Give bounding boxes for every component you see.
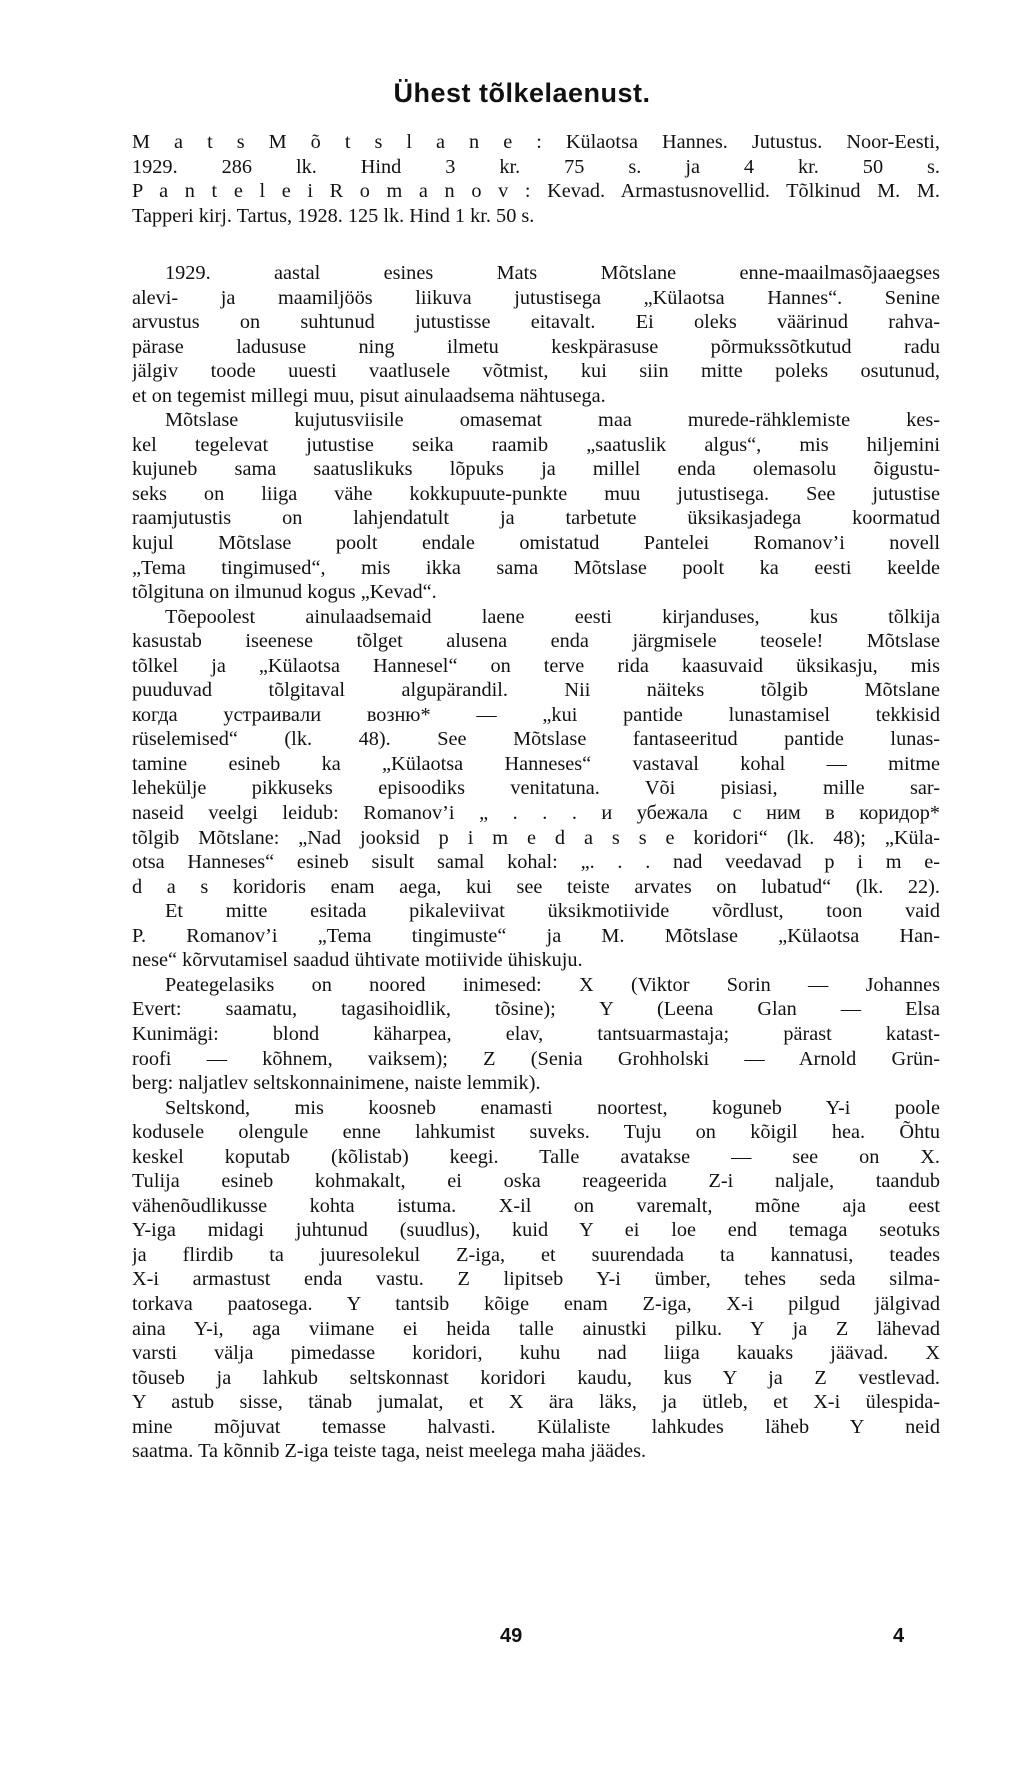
text-line: tõlkel ja „Külaotsa Hannesel“ on terve rida kaasuvaid üksikasju, mis [132,654,940,677]
text-line: nese“ kõrvutamisel saadud ühtivate motiivide ühiskuju. [132,949,583,972]
text-line: mine mõjuvat temasse halvasti. Külaliste lahkudes läheb Y neid [132,1415,940,1438]
text-line: saatma. Ta kõnnib Z-iga teiste taga, neist meelega maha jäädes. [132,1440,647,1463]
reference-line: 1929. 286 lk. Hind 3 kr. 75 s. ja 4 kr. 50 s. [132,155,940,178]
text-line: lehekülje pikkuseks episoodiks venitatuna. Või pisiasi, mille sar- [132,777,940,800]
text-line: kujul Mõtslase poolt endale omistatud Pantelei Romanov’i novell [132,532,940,555]
text-line: Evert: saamatu, tagasihoidlik, tõsine); Y (Leena Glan — Elsa [132,998,940,1021]
text-line: kodusele olengule enne lahkumist suveks. Tuju on kõigil hea. Õhtu [132,1121,940,1144]
text-line: naseid veelgi leidub: Romanov’i „ . . . и убежала с ним в коридор* [132,802,940,825]
text-line: Et mitte esitada pikaleviivat üksikmotiivide võrdlust, toon vaid [165,900,940,923]
text-line: tõlgituna on ilmunud kogus „Kevad“. [132,581,437,604]
text-line: vähenõudlikusse kohta istuma. X-il on varemalt, mõne aja eest [132,1194,940,1217]
text-line: kasustab iseenese tõlget alusena enda järgmisele teosele! Mõtslase [132,630,940,653]
text-line: d a s koridoris enam aega, kui see teiste arvates on lubatud“ (lk. 22). [132,875,940,898]
text-line: kel tegelevat jutustise seika raamib „saatuslik algus“, mis hiljemini [132,433,940,456]
text-line: varsti välja pimedasse koridori, kuhu nad liiga kauaks jäävad. X [132,1342,940,1365]
text-line: roofi — kõhnem, vaiksem); Z (Senia Grohholski — Arnold Grün- [132,1047,940,1070]
text-line: Peategelasiks on noored inimesed: X (Viktor Sorin — Johannes [165,973,940,996]
text-line: arvustus on suhtunud jutustisse eitavalt. Ei oleks väärinud rahva- [132,311,940,334]
text-line: tamine esineb ka „Külaotsa Hanneses“ vastaval kohal — mitme [132,752,940,775]
text-line: 1929. aastal esines Mats Mõtslane enne-maailmasõjaaegses [165,262,940,284]
review-body [132,261,940,1464]
text-line: Kunimägi: blond käharpea, elav, tantsuarmastaja; pärast katast- [132,1022,940,1045]
bibliographic-references [132,130,940,228]
text-line: „Tema tingimused“, mis ikka sama Mõtslase poolt ka eesti keelde [132,556,940,579]
text-line: keskel koputab (kõlistab) keegi. Talle avatakse — see on X. [132,1145,940,1168]
text-line: otsa Hanneses“ esineb sisult samal kohal: „. . . nad veedavad p i m e- [132,851,940,874]
reference-line: Tapperi kirj. Tartus, 1928. 125 lk. Hind 1 kr. 50 s. [132,204,535,227]
text-line: Seltskond, mis koosneb enamasti noortest, koguneb Y-i poole [165,1096,940,1119]
text-line: rüselemised“ (lk. 48). See Mõtslase fantaseeritud pantide lunas- [132,728,940,751]
text-line: berg: naljatlev seltskonnainimene, naiste lemmik). [132,1072,541,1095]
text-line: kujuneb sama saatuslikuks lõpuks ja millel enda olemasolu õigustu- [132,458,940,481]
text-line: Y-iga midagi juhtunud (suudlus), kuid Y ei loe end temaga seotuks [132,1219,940,1242]
text-line: pärase ladususe ning ilmetu keskpärasuse põrmukssõtkutud radu [132,335,940,358]
text-line: alevi- ja maamiljöös liikuva jutustisega „Külaotsa Hannes“. Senine [132,286,940,309]
text-line: Tõepoolest ainulaadsemaid laene eesti kirjanduses, kus tõlkija [165,605,940,628]
text-line: seks on liiga vähe kokkupuute-punkte muu jutustisega. See jutustise [132,482,940,505]
reference-line: P a n t e l e i R o m a n o v : Kevad. Armastusnovellid. Tõlkinud M. M. [132,180,940,203]
text-line: когда устраивали возню* — „kui pantide lunastamisel tekkisid [132,703,940,726]
text-line: ja flirdib ta juuresolekul Z-iga, et suurendada ta kannatusi, teades [132,1243,940,1266]
reference-line: M a t s M õ t s l a n e : Külaotsa Hannes. Jutustus. Noor-Eesti, [132,131,940,153]
page-number: 49 [500,1625,523,1647]
text-line: P. Romanov’i „Tema tingimuste“ ja M. Mõtslase „Külaotsa Han- [132,924,940,947]
text-line: jälgiv toode uuesti vaatlusele võtmist, kui siin mitte poleks osutunud, [132,360,940,383]
text-line: et on tegemist millegi muu, pisut ainulaadsema nähtusega. [132,384,606,407]
text-line: Tulija esineb kohmakalt, ei oska reageerida Z-i naljale, taandub [132,1170,940,1193]
text-line: aina Y-i, aga viimane ei heida talle ainustki pilku. Y ja Z lähevad [132,1317,940,1340]
page-title: Ühest tõlkelaenust. [393,78,651,108]
text-line: puuduvad tõlgitaval algupärandil. Nii näiteks tõlgib Mõtslane [132,679,940,702]
text-line: tõuseb ja lahkub seltskonnast koridori kaudu, kus Y ja Z vestlevad. [132,1366,940,1389]
signature-number: 4 [893,1625,905,1647]
text-line: torkava paatosega. Y tantsib kõige enam Z-iga, X-i pilgud jälgivad [132,1292,940,1315]
text-line: Mõtslase kujutusviisile omasemat maa murede-rähklemiste kes- [165,409,940,432]
text-line: raamjutustis on lahjendatult ja tarbetute üksikasjadega koormatud [132,507,940,530]
text-line: X-i armastust enda vastu. Z lipitseb Y-i ümber, tehes seda silma- [132,1268,940,1291]
text-line: Y astub sisse, tänab jumalat, et X ära läks, ja ütleb, et X-i ülespida- [132,1391,940,1414]
text-line: tõlgib Mõtslane: „Nad jooksid p i m e d a s s e koridori“ (lk. 48); „Küla- [132,826,940,849]
